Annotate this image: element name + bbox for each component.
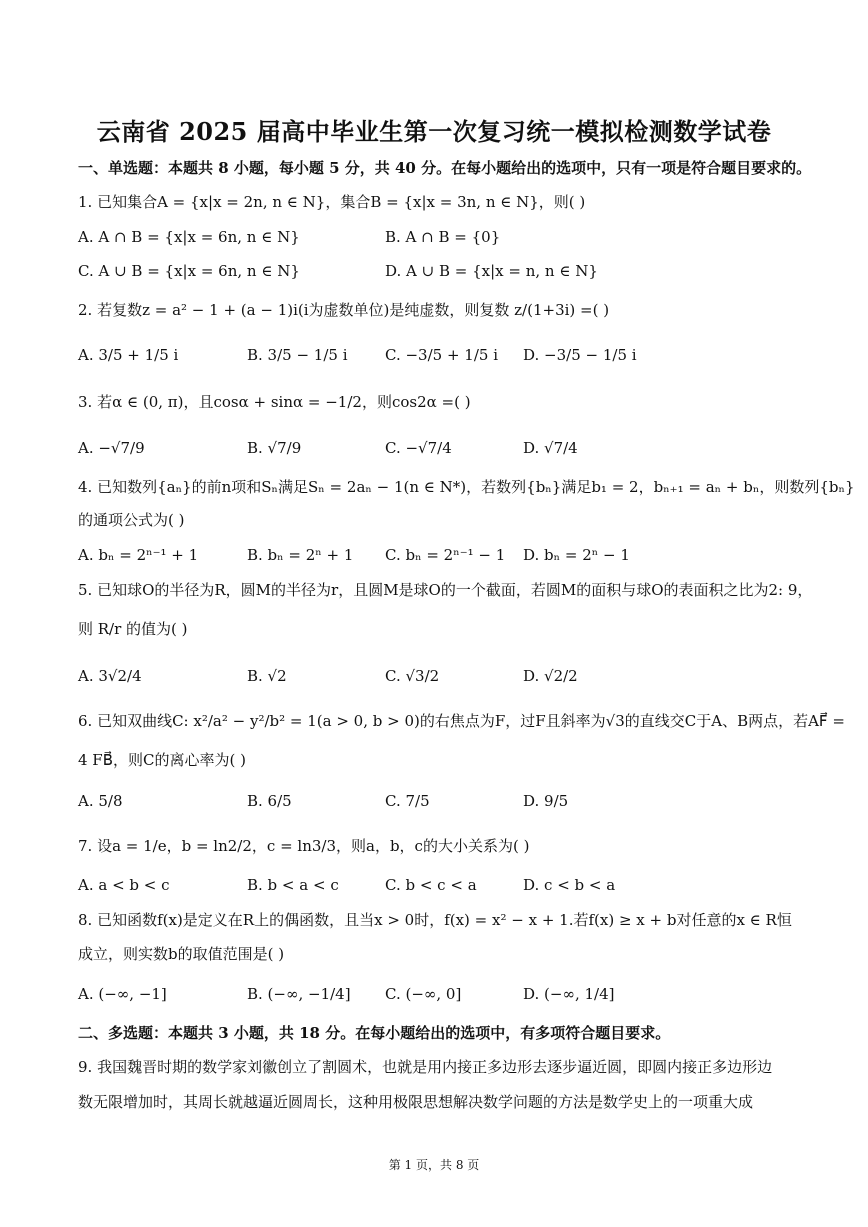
q8-option-b: B. (−∞, −1/4]: [247, 985, 351, 1003]
q1-option-a: A. A ∩ B = {x|x = 6n, n ∈ N}: [78, 228, 300, 246]
q3-option-d: D. √7/4: [523, 439, 578, 457]
q4-option-a: A. bₙ = 2ⁿ⁻¹ + 1: [78, 546, 199, 564]
question-5-stem: 5. 已知球O的半径为R，圆M的半径为r，且圆M是球O的一个截面，若圆M的面积与球O的表面积之比为2: 9，: [78, 581, 813, 599]
q3-option-c: C. −√7/4: [385, 439, 452, 457]
exam-title: 云南省 2025 届高中毕业生第一次复习统一模拟检测数学试卷: [96, 117, 772, 146]
q2-option-b: B. 3/5 − 1/5 i: [247, 346, 348, 364]
q4-option-d: D. bₙ = 2ⁿ − 1: [523, 546, 630, 564]
question-9-line-1: 9. 我国魏晋时期的数学家刘徽创立了割圆术，也就是用内接正多边形去逐步逼近圆，即圆内接正多边形边: [78, 1058, 773, 1076]
question-7-stem: 7. 设a = 1/e，b = ln2/2，c = ln3/3，则a，b，c的大小关系为( ): [78, 837, 530, 855]
q4-option-b: B. bₙ = 2ⁿ + 1: [247, 546, 354, 564]
question-9-line-2: 数无限增加时，其周长就越逼近圆周长，这种用极限思想解决数学问题的方法是数学史上的一项重大成: [78, 1093, 754, 1111]
q5-option-c: C. √3/2: [385, 667, 440, 685]
q8-option-c: C. (−∞, 0]: [385, 985, 462, 1003]
q2-option-a: A. 3/5 + 1/5 i: [78, 346, 179, 364]
q6-option-b: B. 6/5: [247, 792, 292, 810]
question-1-stem: 1. 已知集合A = {x|x = 2n, n ∈ N}，集合B = {x|x = 3n, n ∈ N}，则( ): [78, 193, 586, 211]
q6-option-c: C. 7/5: [385, 792, 430, 810]
question-4-stem-continued: 的通项公式为( ): [78, 511, 185, 529]
question-6-stem: 6. 已知双曲线C: x²/a² − y²/b² = 1(a > 0, b > 0)的右焦点为F，过F且斜率为√3的直线交C于A、B两点，若AF⃗ =: [78, 712, 845, 730]
q7-option-c: C. b < c < a: [385, 876, 477, 894]
question-3-stem: 3. 若α ∈ (0, π)，且cosα + sinα = −1/2，则cos2α =( ): [78, 393, 471, 411]
q6-option-a: A. 5/8: [78, 792, 123, 810]
q2-option-d: D. −3/5 − 1/5 i: [523, 346, 637, 364]
q1-option-b: B. A ∩ B = {0}: [385, 228, 501, 246]
q5-option-b: B. √2: [247, 667, 287, 685]
question-2-stem: 2. 若复数z = a² − 1 + (a − 1)i(i为虚数单位)是纯虚数，则复数 z/(1+3i) =( ): [78, 301, 610, 319]
q1-option-d: D. A ∪ B = {x|x = n, n ∈ N}: [385, 262, 598, 280]
q8-option-d: D. (−∞, 1/4]: [523, 985, 615, 1003]
question-8-stem: 8. 已知函数f(x)是定义在R上的偶函数，且当x > 0时，f(x) = x² − x + 1.若f(x) ≥ x + b对任意的x ∈ R恒: [78, 911, 792, 929]
q1-option-c: C. A ∪ B = {x|x = 6n, n ∈ N}: [78, 262, 300, 280]
q5-option-d: D. √2/2: [523, 667, 578, 685]
q8-option-a: A. (−∞, −1]: [78, 985, 167, 1003]
q3-option-a: A. −√7/9: [78, 439, 145, 457]
q7-option-d: D. c < b < a: [523, 876, 616, 894]
q5-option-a: A. 3√2/4: [78, 667, 142, 685]
q6-option-d: D. 9/5: [523, 792, 569, 810]
question-8-stem-continued: 成立，则实数b的取值范围是( ): [78, 945, 285, 963]
q3-option-b: B. √7/9: [247, 439, 302, 457]
q7-option-b: B. b < a < c: [247, 876, 339, 894]
page-footer: 第 1 页，共 8 页: [388, 1158, 480, 1172]
question-6-stem-continued: 4 FB⃗，则C的离心率为( ): [78, 751, 246, 769]
section-multiple-choice-heading: 二、多选题：本题共 3 小题，共 18 分。在每小题给出的选项中，有多项符合题目要求。: [78, 1024, 671, 1042]
q7-option-a: A. a < b < c: [78, 876, 170, 894]
question-4-stem: 4. 已知数列{aₙ}的前n项和Sₙ满足Sₙ = 2aₙ − 1(n ∈ N*)，若数列{bₙ}满足b₁ = 2，bₙ₊₁ = aₙ + bₙ，则数列{bₙ}: [78, 478, 855, 496]
q2-option-c: C. −3/5 + 1/5 i: [385, 346, 498, 364]
section-single-choice-heading: 一、单选题：本题共 8 小题，每小题 5 分，共 40 分。在每小题给出的选项中，只有一项是符合题目要求的。: [78, 159, 812, 177]
q4-option-c: C. bₙ = 2ⁿ⁻¹ − 1: [385, 546, 506, 564]
question-5-stem-continued: 则 R/r 的值为( ): [78, 620, 188, 638]
